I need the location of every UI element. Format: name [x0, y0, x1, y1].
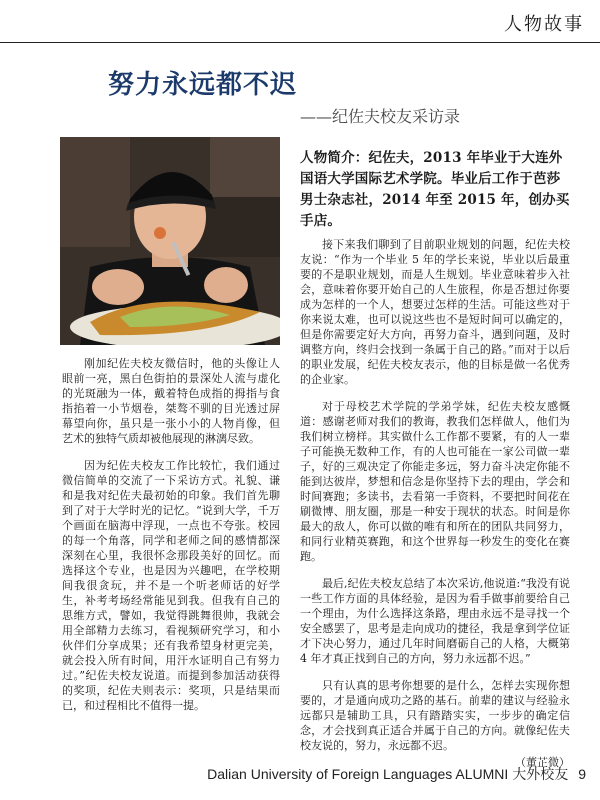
page-number: 9: [578, 766, 586, 782]
header-divider: [0, 42, 600, 43]
publication-name: Dalian University of Foreign Languages ALUMNI 大外校友: [207, 766, 569, 782]
paragraph: 对于母校艺术学院的学弟学妹，纪佐夫校友感慨道：感谢老师对我们的教诲，教我们怎样做人，他们为我们树立榜样。其实做什么工作都不要紧，有的人一辈子可能换无数种工作，有的人也可能在一家公司做一辈子，好的三观决定了你能走多远，努力奋斗决定你能不能到达彼岸，梦想和信念是你坚持下去的理由，学会和时间赛跑；多读书，去看第一手资料，不要把时间花在刷微博、朋友圈，那是一种安于现状的状态。时间是你最大的敌人，你可以做的唯有和所在的团队共同努力，和同行业精英赛跑，和这个世界每一秒发生的变化在赛跑。: [300, 400, 570, 563]
portrait-illustration: [60, 137, 280, 345]
author-signature: （董芷微）: [515, 756, 570, 769]
paragraph: 因为纪佐夫校友工作比较忙，我们通过微信简单的交流了一下采访方式。礼貌、谦和是我对纪佐夫最初始的印象。我们首先聊到了对于大学时光的记忆。“说到大学，千万个画面在脑海中浮现，一点也不夸张。校园的每一个角落，同学和老师之间的感情都深深刻在心里，我很怀念那段美好的回忆。而选择这个专业，也是因为兴趣吧，在学校期间我很贪玩，并不是一个听老师话的好学生，补考考场经常能见到我。但我有自己的思维方式，譬如，我觉得跳舞很帅，我就会用全部精力去练习，看视频研究学习，和小伙伴们分享成果；还有我希望身材更完美，就会投入所有时间，用汗水证明自己有努力过。”纪佐夫校友说道。而提到参加活动获得的奖项，纪佐夫则表示：奖项，只是结果而已，和过程相比不值得一提。: [62, 459, 280, 712]
paragraph: 刚加纪佐夫校友微信时，他的头像让人眼前一亮，黑白色街拍的景深处人流与虚化的光斑融为一体，戴着特色成指的拇指与食指掐着一小节烟卷，桀骜不驯的目光透过屏幕望向你，虽只是一张小小的人物肖像，但艺术的独特气质却被他展现的淋漓尽致。: [62, 357, 280, 445]
article-title: 努力永远都不迟: [108, 70, 298, 100]
section-label: 人物故事: [504, 14, 584, 35]
article-subtitle: ——纪佐夫校友采访录: [300, 107, 461, 126]
paragraph: 只有认真的思考你想要的是什么，怎样去实现你想要的，才是通向成功之路的基石。前辈的建议与经验永远都只是辅助工具，只有踏踏实实，一步步的确定信念，才会找到真正适合并属于自己的方向。就像纪佐夫校友说的，努力，永远都不迟。: [300, 679, 570, 752]
paragraph: 接下来我们聊到了目前职业规划的问题，纪佐夫校友说：“作为一个毕业 5 年的学长来说，毕业以后最重要的不是职业规划，而是人生规划。毕业意味着步入社会，意味着你要开始自己的人生旅程，你是否想过你要成为怎样的一个人，想要过怎样的生活。可能这些对于你来说太难，也可以说这些也不是短时间可以确定的，但是你需要定好大方向，再努力奋斗，遇到问题，及时调整方向，终归会找到一条属于自己的路。”而对于以后的职业发展，纪佐夫校友表示，他的目标是做一名优秀的企业家。: [300, 238, 570, 386]
profile-intro: 人物简介：纪佐夫，2013 年毕业于大连外国语大学国际艺术学院。毕业后工作于芭莎男士杂志社，2014 年至 2015 年，创办买手店。: [300, 150, 570, 229]
portrait-photo: [60, 137, 280, 345]
page-footer: [207, 764, 586, 784]
article-column-right: [300, 237, 570, 770]
paragraph: 最后,纪佐夫校友总结了本次采访,他说道:“我没有说一些工作方面的具体经验，是因为看手做事前要给自己一个理由，为什么选择这条路，理由永远不是寻找一个安全感罢了，思考是走向成功的捷径，我是拿到学位证才下决心努力，通过几年时间磨砺自己的人格，大概第 4 年才真正找到自己的方向，努力永远都不迟。”: [300, 577, 570, 665]
article-column-left: [62, 356, 280, 725]
